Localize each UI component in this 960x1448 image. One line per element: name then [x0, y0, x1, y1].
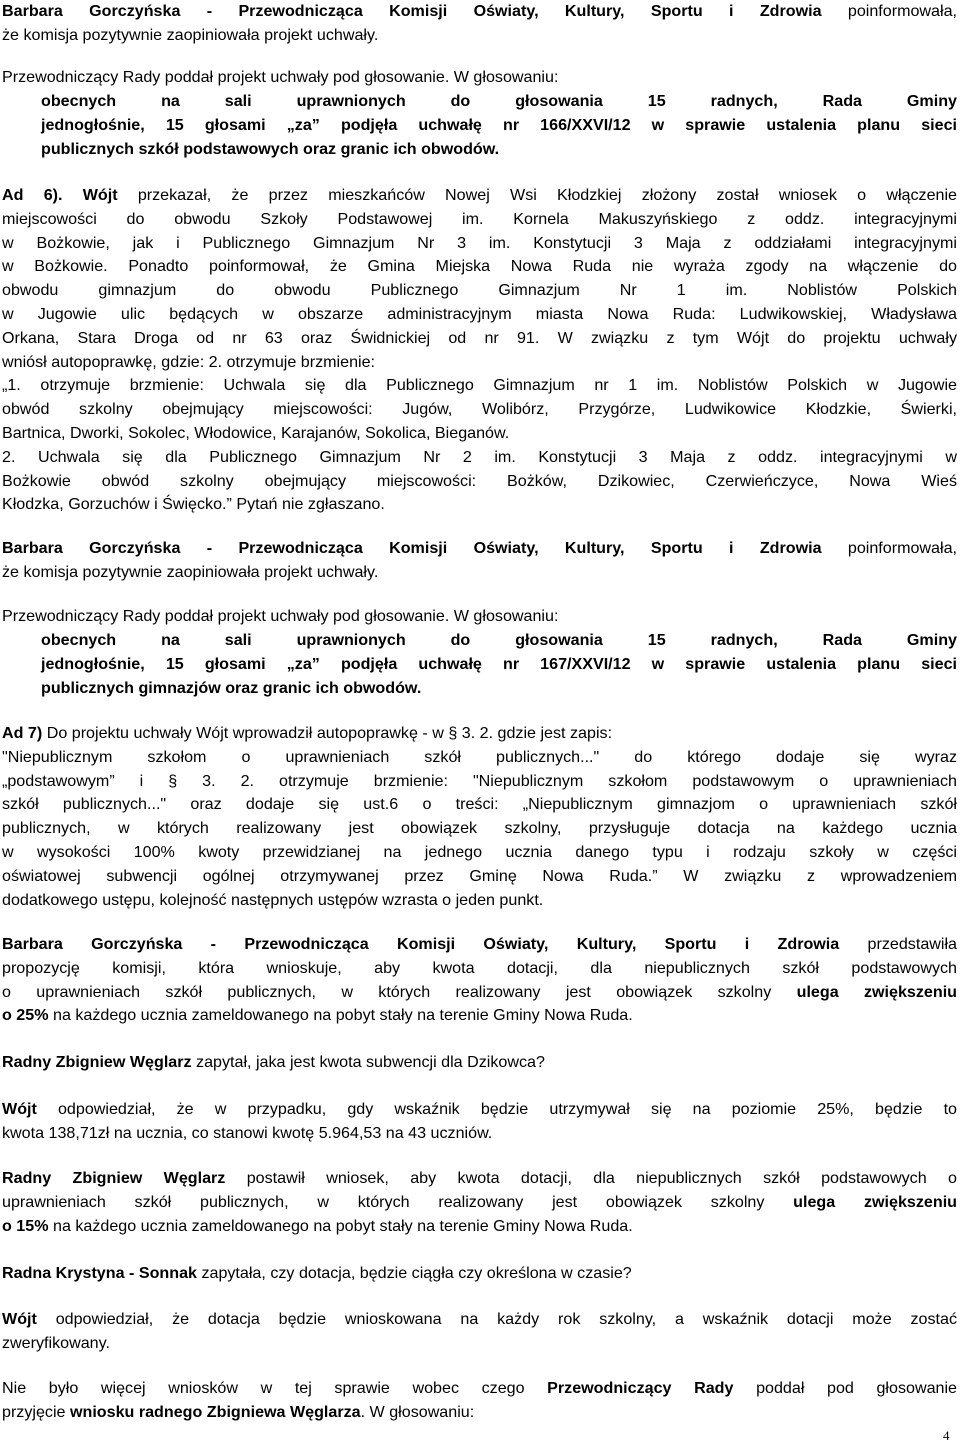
paragraph-commission-opinion-2 [2, 537, 957, 585]
text: Nie było więcej wniosków w tej sprawie wobec czego [2, 1379, 548, 1397]
text: w wysokości 100% kwoty przewidzianej na jednego ucznia danego typu i rodzaju szkoły w części [2, 842, 957, 861]
text: propozycję komisji, która wnioskuje, aby kwota dotacji, dla niepublicznych szkół podstawowych [2, 958, 957, 977]
text: w Bożkowie. Ponadto poinformował, że Gmina Miejska Nowa Ruda nie wyraża zgody na włączenie do [2, 257, 957, 276]
text: „podstawowym” i § 3. 2. otrzymuje brzmienie: "Niepublicznym szkołom podstawowym o uprawnieniach [2, 771, 957, 790]
text: miejscowości do obwodu Szkoły Podstawowej im. Kornela Makuszyńskiego z oddz. integracyjnymi [2, 209, 957, 228]
paragraph-commission-opinion-1 [2, 0, 957, 48]
speaker-name: Barbara Gorczyńska - Przewodnicząca Komisji Oświaty, Kultury, Sportu i Zdrowia [2, 935, 840, 953]
text: w Jugowie ulic będących w obszarze administracyjnym miasta Nowa Ruda: Ludwikowskiej, Władysława [2, 304, 957, 323]
text: Orkana, Stara Droga od nr 63 oraz Świdnickiej od nr 91. W związku z tym Wójt do projektu uchwały [2, 328, 957, 347]
text: Kłodzka, Gorzuchów i Święcko.” Pytań nie zgłaszano. [2, 495, 385, 514]
speaker-name: Radna Krystyna - Sonnak [2, 1264, 197, 1282]
text: Do projektu uchwały Wójt wprowadził autopoprawkę - w § 3. 2. gdzie jest zapis: [42, 724, 613, 742]
page-number: 4 [943, 1428, 950, 1443]
text: uprawnieniach szkół publicznych, w których realizowany jest obowiązek szkolny [2, 1192, 794, 1211]
text: oświatowej subwencji ogólnej otrzymywanej przez Gminę Nowa Ruda.” W związku z wprowadzeniem [2, 866, 957, 885]
text: zapytał, jaka jest kwota subwencji dla Dzikowca? [191, 1053, 545, 1071]
text: 2. Uchwala się dla Publicznego Gimnazjum Nr 2 im. Konstytucji 3 Maja z oddz. integracyjnymi w [2, 447, 957, 466]
paragraph-ad-6 [2, 184, 957, 517]
agenda-item-label: Ad 6). [2, 186, 63, 204]
speaker-name: Barbara Gorczyńska - Przewodnicząca Komisji Oświaty, Kultury, Sportu i Zdrowia [2, 539, 822, 557]
agenda-item-label: Ad 7) [2, 724, 43, 742]
paragraph-final-vote [2, 1377, 957, 1425]
vote-result-1 [41, 90, 957, 161]
text: obecnych na sali uprawnionych do głosowania 15 radnych, Rada Gminy [41, 92, 957, 110]
text: na każdego ucznia zameldowanego na pobyt stały na terenie Gminy Nowa Ruda. [48, 1006, 633, 1025]
text: przedstawiła [839, 935, 957, 953]
text: poinformowała, [821, 2, 958, 20]
text: publicznych szkół podstawowych oraz granic ich obwodów. [41, 139, 500, 158]
speaker-name: Wójt [2, 1310, 37, 1328]
text: . W głosowaniu: [360, 1402, 475, 1421]
text: publicznych gimnazjów oraz granic ich obwodów. [41, 678, 422, 697]
speaker-name: Przewodniczący Rady [547, 1379, 734, 1397]
text: jednogłośnie, 15 głosami „za” podjęła uchwałę nr 167/XXVI/12 w sprawie ustalenia planu sieci [41, 654, 957, 673]
text: szkół publicznych..." oraz dodaje się ust.6 o treści: „Niepublicznym gimnazjom o uprawnieniach szkół [2, 795, 957, 814]
paragraph-vote-intro-1 [2, 66, 957, 90]
text: w Bożkowie, jak i Publicznego Gimnazjum Nr 3 im. Konstytucji 3 Maja z oddziałami integracyjnymi [2, 233, 957, 252]
text: obwodu gimnazjum do obwodu Publicznego Gimnazjum Nr 1 im. Noblistów Polskich [2, 281, 957, 300]
paragraph-commission-proposal [2, 933, 957, 1028]
speaker-name: Radny Zbigniew Węglarz [2, 1053, 192, 1071]
text: „1. otrzymuje brzmienie: Uchwala się dla Publicznego Gimnazjum nr 1 im. Noblistów Polskich w Jugowie [2, 376, 957, 395]
paragraph-motion-weglarz [2, 1167, 957, 1238]
text: Bożkowie obwód szkolny obejmujący miejscowości: Bożków, Dzikowiec, Czerwieńczyce, Nowa Wieś [2, 471, 957, 490]
vote-result-2 [41, 629, 957, 700]
text: o uprawnieniach szkół publicznych, w których realizowany jest obowiązek szkolny [2, 982, 797, 1001]
text: że komisja pozytywnie zaopiniowała projekt uchwały. [2, 562, 379, 581]
text: zapytała, czy dotacja, będzie ciągła czy określona w czasie? [196, 1264, 632, 1282]
text: poinformowała, [821, 539, 958, 557]
paragraph-vote-intro-2 [2, 605, 957, 629]
text: poddał pod głosowanie [733, 1379, 957, 1397]
speaker-name: Radny Zbigniew Węglarz [2, 1169, 226, 1187]
text: Bartnica, Dworki, Sokolec, Włodowice, Karajanów, Sokolica, Bieganów. [2, 423, 510, 442]
text: jednogłośnie, 15 głosami „za” podjęła uchwałę nr 166/XXVI/12 w sprawie ustalenia planu sieci [41, 115, 957, 134]
text: publicznych, w których realizowany jest obowiązek szkolny, przysługuje dotacja na każdego ucznia [2, 819, 957, 838]
emphasis-text: ulega zwiększeniu [796, 982, 958, 1001]
text: odpowiedział, że dotacja będzie wnioskowana na każdy rok szkolny, a wskaźnik dotacji może zostać [36, 1310, 957, 1328]
text: przyjęcie [2, 1402, 70, 1421]
text: odpowiedział, że w przypadku, gdy wskaźnik będzie utrzymywał się na poziomie 25%, będzie to [36, 1100, 957, 1118]
text: że komisja pozytywnie zaopiniowała projekt uchwały. [2, 25, 379, 44]
text: dodatkowego ustępu, kolejność następnych ustępów wzrasta o jeden punkt. [2, 890, 544, 909]
emphasis-text: o 25% [2, 1006, 49, 1025]
emphasis-text: o 15% [2, 1216, 49, 1235]
speaker-name: Barbara Gorczyńska - Przewodnicząca Komisji Oświaty, Kultury, Sportu i Zdrowia [2, 2, 822, 20]
paragraph-ad-7 [2, 722, 957, 912]
text: na każdego ucznia zameldowanego na pobyt stały na terenie Gminy Nowa Ruda. [48, 1216, 633, 1235]
paragraph-question-sonnak [2, 1262, 957, 1286]
text: wniósł autopoprawkę, gdzie: 2. otrzymuje brzmienie: [2, 352, 376, 371]
speaker-name: Wójt [2, 1100, 37, 1118]
text: postawił wniosek, aby kwota dotacji, dla niepublicznych szkół podstawowych o [225, 1169, 957, 1187]
text: przekazał, że przez mieszkańców Nowej Wsi Kłodzkiej złożony został wniosek o włączenie [117, 186, 958, 204]
speaker-name: Wójt [62, 186, 118, 204]
text: Przewodniczący Rady poddał projekt uchwały pod głosowanie. W głosowaniu: [2, 607, 559, 625]
text: zweryfikowany. [2, 1333, 110, 1352]
text: obwód szkolny obejmujący miejscowości: Jugów, Wolibórz, Przygórze, Ludwikowice Kłodzkie, Świerki, [2, 400, 957, 419]
text: kwota 138,71zł na ucznia, co stanowi kwotę 5.964,53 na 43 uczniów. [2, 1123, 493, 1142]
emphasis-text: wniosku radnego Zbigniewa Węglarza [69, 1402, 361, 1421]
text: "Niepublicznym szkołom o uprawnieniach szkół publicznych..." do którego dodaje się wyraz [2, 747, 957, 766]
paragraph-wojt-answer-2 [2, 1308, 957, 1356]
paragraph-wojt-answer-1 [2, 1098, 957, 1146]
paragraph-question-weglarz [2, 1051, 957, 1075]
emphasis-text: ulega zwiększeniu [793, 1192, 957, 1211]
text: obecnych na sali uprawnionych do głosowania 15 radnych, Rada Gminy [41, 631, 957, 649]
text: Przewodniczący Rady poddał projekt uchwały pod głosowanie. W głosowaniu: [2, 68, 559, 86]
